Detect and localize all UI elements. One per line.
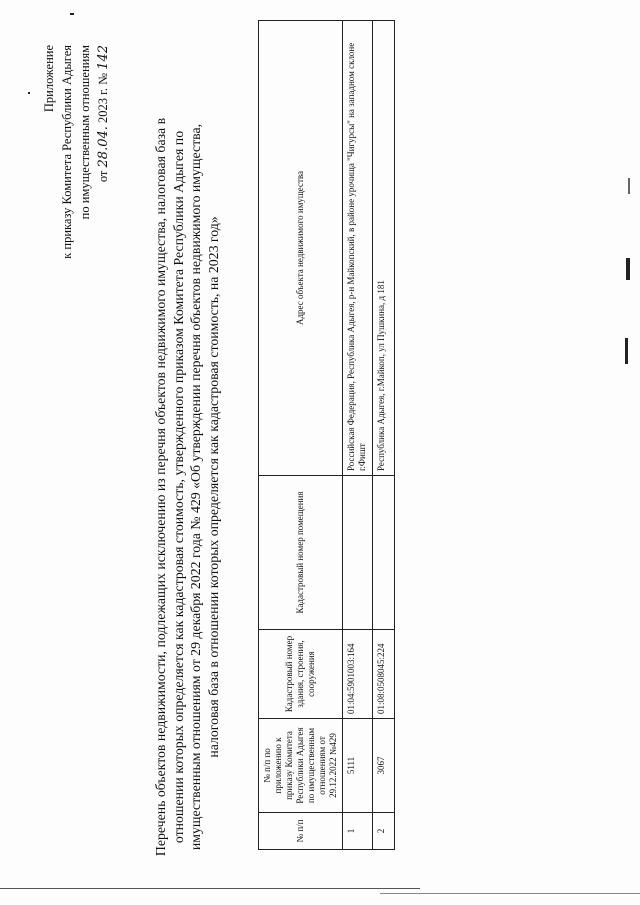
date-prefix: от xyxy=(96,170,110,183)
cell-address: Республика Адыгея, г.Майкоп, ул Пушкина, д 181 xyxy=(373,21,395,476)
appendix-label: Приложение xyxy=(42,45,56,113)
cell-cad-room xyxy=(343,476,373,630)
cell-order-n: 5111 xyxy=(343,719,373,813)
handwritten-date: 28.04. xyxy=(96,126,111,168)
cell-cad-building: 01:04:5901003:164 xyxy=(343,630,373,719)
scan-edge-line xyxy=(0,888,420,889)
cell-n: 2 xyxy=(373,813,395,850)
scan-edge-line xyxy=(380,893,640,894)
property-table xyxy=(258,20,395,850)
cell-cad-building: 01:08:0508045:224 xyxy=(373,630,395,719)
table-row xyxy=(373,21,395,850)
header-cad-building: Кадастровый номер здания, строения, сооружения xyxy=(259,630,343,719)
header-n: № п/п xyxy=(259,813,343,850)
cell-cad-room xyxy=(373,476,395,630)
cell-order-n: 3067 xyxy=(373,719,395,813)
appendix-order-ref: к приказу Комитета Республики Адыгея xyxy=(60,45,74,259)
scan-speck xyxy=(626,258,630,280)
scan-speck xyxy=(28,92,30,94)
date-year: 2023 г. № xyxy=(96,72,110,123)
cell-address: Российская Федерация, Республика Адыгея, р-н Майкопский, в районе урочища "Чигурсы" на западном склоне г.Фишт xyxy=(343,21,373,476)
scan-speck xyxy=(625,338,628,364)
header-order-n: № п/п по приложению к приказу Комитета Республики Адыгея по имущественным отношениям от 29.12.2022 №429 xyxy=(259,719,343,813)
appendix-date-line xyxy=(94,45,113,365)
document-title: Перечень объектов недвижимости, подлежащих исключению из перечня объектов недвижимого имущества, налоговая база в отношении которых определяется как кадастровая стоимость, утвержденного приказом Комитета Республики Адыгея по имущественным отношениям от 29 декабря 2022 года № 429 «Об утверждении перечня объектов недвижимого имущества, налоговая база в отношении которых определяется как кадастровая стоимость, на 2023 год» xyxy=(153,117,221,857)
header-cad-room: Кадастровый номер помещения xyxy=(259,476,343,630)
header-address: Адрес объекта недвижимого имущества xyxy=(259,21,343,476)
table-header-row xyxy=(259,21,343,850)
handwritten-number: 142 xyxy=(96,45,111,70)
scan-speck xyxy=(628,178,630,194)
appendix-block xyxy=(40,45,113,365)
appendix-committee: по имущественным отношениям xyxy=(78,45,92,220)
table-row xyxy=(343,21,373,850)
scan-speck xyxy=(70,13,74,15)
cell-n: 1 xyxy=(343,813,373,850)
